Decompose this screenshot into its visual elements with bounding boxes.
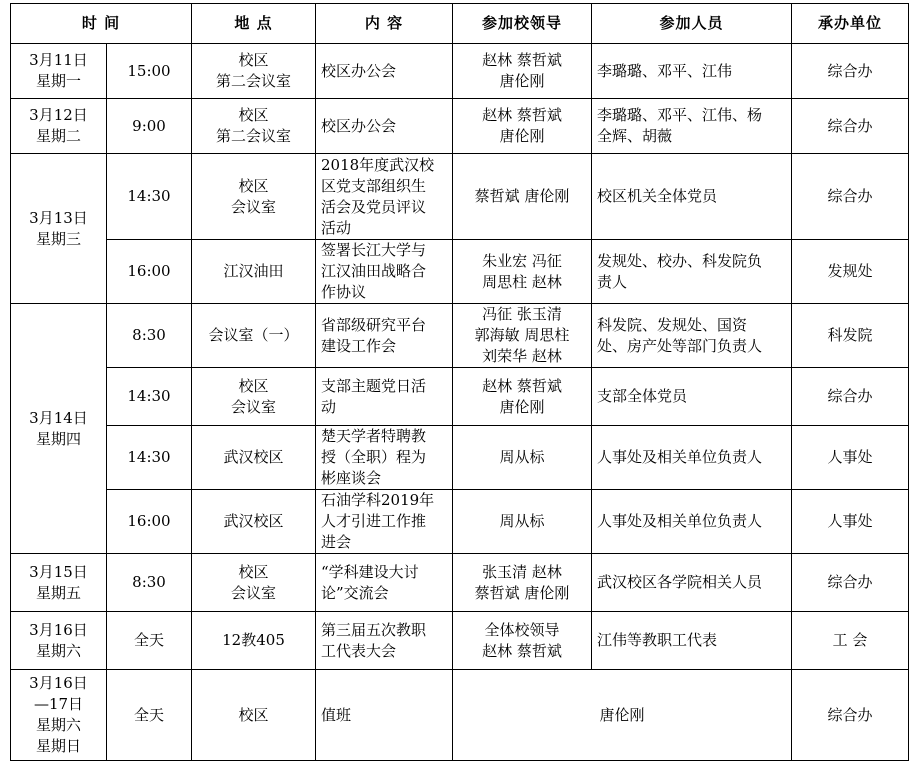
organizer-cell: 人事处 xyxy=(792,490,909,554)
content-cell: 签署长江大学与 江汉油田战略合 作协议 xyxy=(316,240,453,304)
table-row xyxy=(11,612,909,670)
date-cell: 3月12日 星期二 xyxy=(11,99,107,154)
table-row xyxy=(11,99,909,154)
place-cell: 校区 会议室 xyxy=(192,368,316,426)
leaders-cell: 周从标 xyxy=(453,490,592,554)
content-cell: 校区办公会 xyxy=(316,99,453,154)
leaders-cell: 朱业宏 冯征 周思柱 赵林 xyxy=(453,240,592,304)
place-cell: 校区 第二会议室 xyxy=(192,44,316,99)
time-cell: 14:30 xyxy=(107,426,192,490)
table-row xyxy=(11,426,909,490)
content-cell: “学科建设大讨 论”交流会 xyxy=(316,554,453,612)
date-cell: 3月15日 星期五 xyxy=(11,554,107,612)
people-cell: 人事处及相关单位负责人 xyxy=(592,490,792,554)
organizer-cell: 科发院 xyxy=(792,304,909,368)
people-cell: 武汉校区各学院相关人员 xyxy=(592,554,792,612)
people-cell: 支部全体党员 xyxy=(592,368,792,426)
people-cell: 人事处及相关单位负责人 xyxy=(592,426,792,490)
date-cell: 3月14日 星期四 xyxy=(11,304,107,554)
leaders-cell: 周从标 xyxy=(453,426,592,490)
header-content: 内 容 xyxy=(316,4,453,44)
organizer-cell: 综合办 xyxy=(792,670,909,761)
time-cell: 9:00 xyxy=(107,99,192,154)
place-cell: 校区 第二会议室 xyxy=(192,99,316,154)
leaders-cell: 赵林 蔡哲斌 唐伦刚 xyxy=(453,99,592,154)
header-organizer: 承办单位 xyxy=(792,4,909,44)
schedule-table xyxy=(10,3,909,761)
date-cell: 3月13日 星期三 xyxy=(11,154,107,304)
leaders-cell: 张玉清 赵林 蔡哲斌 唐伦刚 xyxy=(453,554,592,612)
place-cell: 校区 xyxy=(192,670,316,761)
date-cell: 3月16日 星期六 xyxy=(11,612,107,670)
place-cell: 武汉校区 xyxy=(192,490,316,554)
header-leaders: 参加校领导 xyxy=(453,4,592,44)
place-cell: 武汉校区 xyxy=(192,426,316,490)
time-cell: 8:30 xyxy=(107,304,192,368)
table-row xyxy=(11,670,909,761)
content-cell: 2018年度武汉校 区党支部组织生 活会及党员评议 活动 xyxy=(316,154,453,240)
header-time: 时 间 xyxy=(11,4,192,44)
header-place: 地 点 xyxy=(192,4,316,44)
people-cell: 李璐璐、邓平、江伟、杨 全辉、胡薇 xyxy=(592,99,792,154)
leaders-cell: 赵林 蔡哲斌 唐伦刚 xyxy=(453,44,592,99)
organizer-cell: 发规处 xyxy=(792,240,909,304)
place-cell: 会议室（一） xyxy=(192,304,316,368)
time-cell: 15:00 xyxy=(107,44,192,99)
people-cell: 校区机关全体党员 xyxy=(592,154,792,240)
table-row xyxy=(11,368,909,426)
time-cell: 14:30 xyxy=(107,368,192,426)
date-cell: 3月16日 —17日 星期六 星期日 xyxy=(11,670,107,761)
leaders-cell: 赵林 蔡哲斌 唐伦刚 xyxy=(453,368,592,426)
time-cell: 全天 xyxy=(107,612,192,670)
organizer-cell: 工 会 xyxy=(792,612,909,670)
people-cell: 科发院、发规处、国资 处、房产处等部门负责人 xyxy=(592,304,792,368)
people-cell: 李璐璐、邓平、江伟 xyxy=(592,44,792,99)
content-cell: 省部级研究平台 建设工作会 xyxy=(316,304,453,368)
place-cell: 12教405 xyxy=(192,612,316,670)
content-cell: 石油学科2019年 人才引进工作推 进会 xyxy=(316,490,453,554)
table-row xyxy=(11,154,909,240)
time-cell: 16:00 xyxy=(107,240,192,304)
header-people: 参加人员 xyxy=(592,4,792,44)
leaders-cell: 全体校领导 赵林 蔡哲斌 xyxy=(453,612,592,670)
content-cell: 楚天学者特聘教 授（全职）程为 彬座谈会 xyxy=(316,426,453,490)
time-cell: 8:30 xyxy=(107,554,192,612)
time-cell: 16:00 xyxy=(107,490,192,554)
table-row xyxy=(11,490,909,554)
organizer-cell: 人事处 xyxy=(792,426,909,490)
organizer-cell: 综合办 xyxy=(792,554,909,612)
duty-person-cell: 唐伦刚 xyxy=(453,670,792,761)
organizer-cell: 综合办 xyxy=(792,44,909,99)
table-row xyxy=(11,304,909,368)
organizer-cell: 综合办 xyxy=(792,368,909,426)
content-cell: 支部主题党日活 动 xyxy=(316,368,453,426)
table-row xyxy=(11,240,909,304)
place-cell: 江汉油田 xyxy=(192,240,316,304)
content-cell: 第三届五次教职 工代表大会 xyxy=(316,612,453,670)
time-cell: 14:30 xyxy=(107,154,192,240)
header-row xyxy=(11,4,909,44)
content-cell: 值班 xyxy=(316,670,453,761)
place-cell: 校区 会议室 xyxy=(192,554,316,612)
table-row xyxy=(11,554,909,612)
leaders-cell: 蔡哲斌 唐伦刚 xyxy=(453,154,592,240)
table-row xyxy=(11,44,909,99)
people-cell: 发规处、校办、科发院负 责人 xyxy=(592,240,792,304)
organizer-cell: 综合办 xyxy=(792,99,909,154)
date-cell: 3月11日 星期一 xyxy=(11,44,107,99)
content-cell: 校区办公会 xyxy=(316,44,453,99)
time-cell: 全天 xyxy=(107,670,192,761)
leaders-cell: 冯征 张玉清 郭海敏 周思柱 刘荣华 赵林 xyxy=(453,304,592,368)
organizer-cell: 综合办 xyxy=(792,154,909,240)
place-cell: 校区 会议室 xyxy=(192,154,316,240)
people-cell: 江伟等教职工代表 xyxy=(592,612,792,670)
